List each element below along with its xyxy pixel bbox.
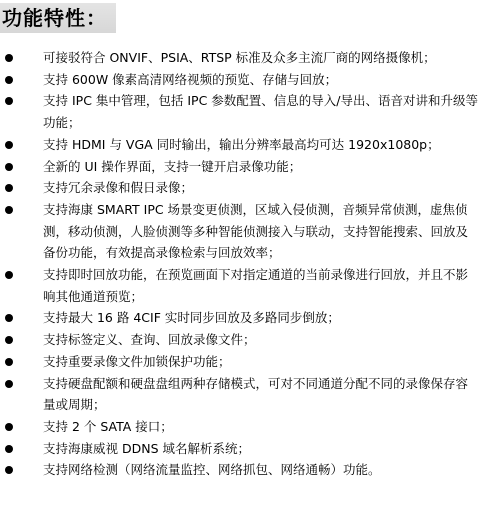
bullet-icon xyxy=(5,445,13,453)
bullet-icon xyxy=(5,423,13,431)
feature-text: 支持最大 16 路 4CIF 实时同步回放及多路同步倒放； xyxy=(43,310,340,326)
bullet-icon xyxy=(5,141,13,149)
feature-text: 支持海康威视 DDNS 域名解析系统； xyxy=(43,440,250,456)
feature-item xyxy=(0,177,485,199)
bullet-icon xyxy=(5,76,13,84)
feature-text: 支持重要录像文件加锁保护功能； xyxy=(43,353,231,369)
feature-item xyxy=(0,329,485,351)
feature-item xyxy=(0,438,485,460)
feature-item xyxy=(0,69,485,91)
bullet-icon xyxy=(5,380,13,388)
feature-item xyxy=(0,47,485,69)
feature-item xyxy=(0,373,485,416)
feature-text: 支持 2 个 SATA 接口； xyxy=(43,418,173,434)
bullet-icon xyxy=(5,314,13,322)
feature-item xyxy=(0,156,485,178)
bullet-icon xyxy=(5,184,13,192)
feature-text: 支持即时回放功能，在预览画面下对指定通道的当前录像进行回放，并且不影响其他通道预览； xyxy=(43,267,469,304)
bullet-icon xyxy=(5,206,13,214)
feature-text: 支持海康 SMART IPC 场景变更侦测，区域入侵侦测，音频异常侦测，虚焦侦测，移动侦测，人脸侦测等多种智能侦测接入与联动，支持智能搜索、回放及备份功能，有效提高录像检索与回放效率； xyxy=(43,201,469,261)
feature-item xyxy=(0,90,485,133)
feature-text: 全新的 UI 操作界面，支持一键开启录像功能； xyxy=(43,158,302,174)
feature-item xyxy=(0,416,485,438)
bullet-icon xyxy=(5,163,13,171)
feature-text: 支持网络检测（网络流量监控、网络抓包、网络通畅）功能。 xyxy=(43,462,381,478)
bullet-icon xyxy=(5,97,13,105)
feature-item xyxy=(0,459,485,481)
feature-text: 支持 IPC 集中管理，包括 IPC 参数配置、信息的导入/导出、语音对讲和升级等功能； xyxy=(43,93,479,131)
feature-item xyxy=(0,199,485,264)
feature-item xyxy=(0,264,485,307)
feature-text: 支持冗余录像和假日录像； xyxy=(43,180,194,196)
feature-item xyxy=(0,307,485,329)
bullet-icon xyxy=(5,336,13,344)
feature-text: 可接驳符合 ONVIF、PSIA、RTSP 标准及众多主流厂商的网络摄像机； xyxy=(43,50,436,65)
bullet-icon xyxy=(5,466,13,474)
feature-text: 支持标签定义、查询、回放录像文件； xyxy=(43,332,256,348)
feature-item xyxy=(0,351,485,373)
section-title: 功能特性： xyxy=(2,6,107,30)
bullet-icon xyxy=(5,358,13,366)
feature-text: 支持硬盘配额和硬盘盘组两种存储模式，可对不同通道分配不同的录像保存容量或周期； xyxy=(43,375,469,413)
bullet-icon xyxy=(5,54,13,62)
feature-text: 支持 HDMI 与 VGA 同时输出，输出分辨率最高均可达 1920x1080p； xyxy=(43,136,440,152)
feature-list xyxy=(0,47,485,481)
bullet-icon xyxy=(5,271,13,279)
feature-text: 支持 600W 像素高清网络视频的预览、存储与回放； xyxy=(43,71,338,87)
feature-item xyxy=(0,134,485,156)
section-heading-background xyxy=(0,3,116,33)
